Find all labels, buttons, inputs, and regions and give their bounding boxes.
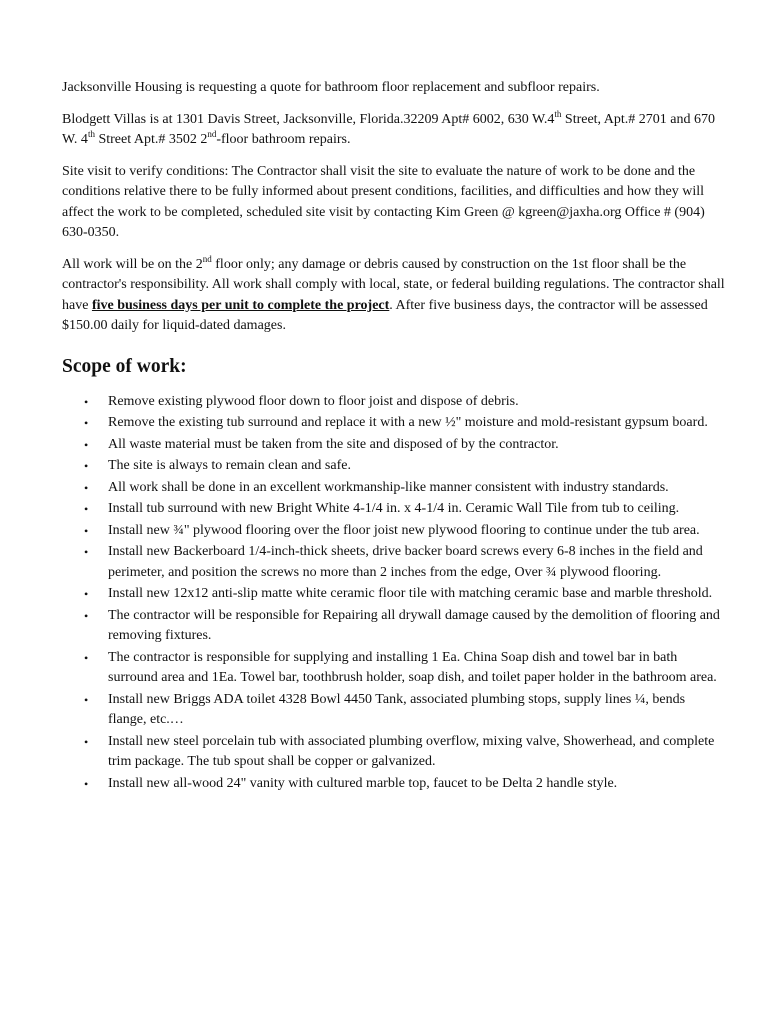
bullet-icon: • xyxy=(84,587,89,601)
scope-item xyxy=(62,521,726,542)
bullet-icon: • xyxy=(84,523,89,538)
site-visit-paragraph: Site visit to verify conditions: The Contractor shall visit the site to evaluate the nature of work to be done and the conditions relative there to be fully informed about present conditions, facilities, and difficulties and how they will affect the work to be completed, scheduled site visit by contacting Kim Green @ kgreen@jaxha.org Office # (904) 630-0350. xyxy=(62,163,705,240)
scope-item xyxy=(62,435,726,456)
scope-item-text: Install tub surround with new Bright White 4-1/4 in. x 4-1/4 in. Ceramic Wall Tile from tub to ceiling. xyxy=(108,501,680,516)
bullet-icon: • xyxy=(84,459,89,473)
work-note-text-2: floor only; any damage or debris caused by construction on the 1st floor shall be the contractor's responsibility. All work shall comply with local, state, or federal building regulations. The contractor shall have xyxy=(62,256,725,313)
scope-item-text: Install new 12x12 anti-slip matte white ceramic floor tile with matching ceramic base and marble threshold. xyxy=(108,586,713,601)
bullet-icon: • xyxy=(84,437,89,452)
bullet-icon: • xyxy=(84,480,89,495)
scope-item xyxy=(62,584,726,605)
address-text-3: Street Apt.# 3502 2 xyxy=(94,132,208,147)
deadline-emphasis: five business days per unit to complete the project xyxy=(91,297,390,313)
bullet-icon: • xyxy=(84,502,89,516)
scope-item-text: The contractor will be responsible for Repairing all drywall damage caused by the demolition of flooring and removing fixtures. xyxy=(108,607,720,643)
work-note-sup: nd xyxy=(202,253,212,264)
scope-item xyxy=(62,774,726,795)
scope-item xyxy=(62,413,726,434)
address-paragraph xyxy=(62,110,726,151)
scope-item xyxy=(62,392,726,413)
scope-item xyxy=(62,542,726,583)
intro-paragraph: Jacksonville Housing is requesting a quote for bathroom floor replacement and subfloor repairs. xyxy=(62,80,600,95)
scope-item xyxy=(62,732,726,773)
scope-item xyxy=(62,648,726,689)
scope-item xyxy=(62,456,726,477)
scope-item-text: Install new steel porcelain tub with associated plumbing overflow, mixing valve, Showerhead, and complete trim package. The tub spout shall be copper or galvanized. xyxy=(108,733,715,769)
address-sup-1: th xyxy=(554,108,562,119)
address-text-1: Blodgett Villas is at 1301 Davis Street, Jacksonville, Florida.32209 Apt# 6002, 630 W.4 xyxy=(62,111,555,127)
scope-item-text: The contractor is responsible for supplying and installing 1 Ea. China Soap dish and towel bar in bath surround area and 1Ea. Towel bar, toothbrush holder, soap dish, and toilet paper holder in the bathroom area. xyxy=(108,649,717,685)
scope-item xyxy=(62,499,726,520)
bullet-icon: • xyxy=(84,650,89,665)
scope-item-text: Remove existing plywood floor down to floor joist and dispose of debris. xyxy=(108,393,519,409)
scope-item-text: Remove the existing tub surround and replace it with a new ½" moisture and mold-resistant gypsum board. xyxy=(108,415,708,430)
scope-item-text: Install new ¾" plywood flooring over the floor joist new plywood flooring to continue under the tub area. xyxy=(108,522,700,538)
bullet-icon: • xyxy=(84,692,89,707)
bullet-icon: • xyxy=(84,416,89,430)
scope-item-text: All work shall be done in an excellent workmanship-like manner consistent with industry standards. xyxy=(108,479,669,495)
address-sup-2: th xyxy=(87,129,95,139)
bullet-icon: • xyxy=(84,776,89,791)
scope-item-text: All waste material must be taken from the site and disposed of by the contractor. xyxy=(108,436,559,452)
scope-heading: Scope of work: xyxy=(62,355,187,377)
bullet-icon: • xyxy=(84,734,89,749)
work-note-text-1: All work will be on the 2 xyxy=(62,256,203,272)
scope-item-text: The site is always to remain clean and safe. xyxy=(108,458,351,473)
work-note-text-3: . After five business days, the contractor will be assessed $150.00 daily for liquid-dated damages. xyxy=(62,297,708,333)
scope-item xyxy=(62,478,726,499)
scope-item-text: Install new Backerboard 1/4-inch-thick sheets, drive backer board screws every 6-8 inches in the field and perimeter, and position the screws no more than 2 inches from the edge, Over ¾ plywood flooring. xyxy=(108,544,703,580)
bullet-icon: • xyxy=(84,545,89,559)
document-page xyxy=(62,78,726,795)
address-text-2: Street, Apt.# 2701 and 670 W. 4 xyxy=(62,111,716,147)
bullet-icon: • xyxy=(84,608,89,623)
scope-item-text: Install new all-wood 24" vanity with cultured marble top, faucet to be Delta 2 handle style. xyxy=(108,775,618,791)
address-text-4: -floor bathroom repairs. xyxy=(216,132,351,147)
work-note-paragraph xyxy=(62,255,726,337)
scope-item xyxy=(62,690,726,731)
scope-item xyxy=(62,606,726,647)
address-sup-3: nd xyxy=(207,129,217,139)
bullet-icon: • xyxy=(84,394,89,409)
scope-item-text: Install new Briggs ADA toilet 4328 Bowl 4450 Tank, associated plumbing stops, supply lines ¼, bends flange, etc.… xyxy=(108,691,686,727)
scope-list xyxy=(62,392,726,795)
